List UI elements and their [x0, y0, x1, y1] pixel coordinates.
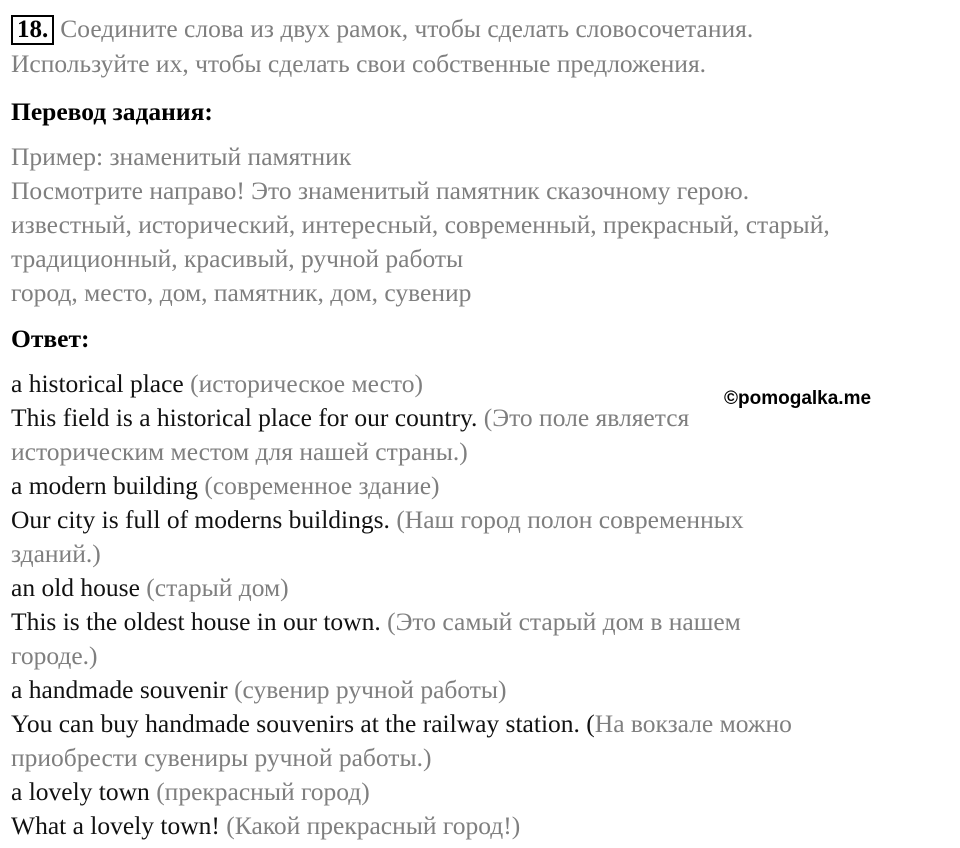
answer-en: an old house	[11, 573, 147, 602]
answer-ru: зданий.)	[11, 539, 101, 568]
answer-ru: (Какой прекрасный город!)	[226, 811, 521, 840]
answer-ru: (историческое место)	[190, 369, 423, 398]
answer-line	[11, 435, 468, 469]
answer-ru: (старый дом)	[146, 573, 289, 602]
answer-ru: На вокзале можно	[594, 709, 792, 738]
answer-en: What a lovely town!	[11, 811, 227, 840]
translation-line: город, место, дом, памятник, дом, сувенир	[11, 278, 472, 307]
answer-ru: (сувенир ручной работы)	[234, 675, 507, 704]
answer-line	[11, 741, 431, 775]
translation-line: известный, исторический, интересный, современный, прекрасный, старый,	[11, 210, 830, 239]
answer-ru: (Наш город полон современных	[396, 505, 744, 534]
answer-en: a modern building	[11, 471, 205, 500]
answer-line	[11, 707, 792, 741]
answer-line	[11, 639, 98, 673]
task-number-box: 18.	[11, 15, 54, 45]
answer-line	[11, 537, 101, 571]
answer-ru: (Это самый старый дом в нашем	[387, 607, 741, 636]
answer-ru: приобрести сувениры ручной работы.)	[11, 743, 432, 772]
answer-line	[11, 503, 744, 537]
answer-en: You can buy handmade souvenirs at the railway station. (	[11, 709, 595, 738]
answer-line	[11, 775, 370, 809]
answer-en: a handmade souvenir	[11, 675, 235, 704]
answer-ru: (прекрасный город)	[156, 777, 370, 806]
answer-ru: историческим местом для нашей страны.)	[11, 437, 468, 466]
answer-ru: (современное здание)	[204, 471, 440, 500]
translation-line: Пример: знаменитый памятник	[11, 142, 352, 171]
answer-en: Our city is full of moderns buildings.	[11, 505, 397, 534]
answer-line	[11, 673, 507, 707]
watermark: ©pomogalka.me	[724, 388, 872, 409]
answer-en: a lovely town	[11, 777, 157, 806]
answer-en: This field is a historical place for our country.	[11, 403, 484, 432]
task-text-1: Соедините слова из двух рамок, чтобы сделать словосочетания.	[60, 14, 754, 43]
answer-en: a historical place	[11, 369, 191, 398]
answer-line	[11, 367, 423, 401]
answer-line	[11, 571, 289, 605]
answer-heading: Ответ:	[11, 324, 90, 353]
task-text-2: Используйте их, чтобы сделать свои собственные предложения.	[11, 49, 707, 78]
answer-line	[11, 809, 520, 843]
answer-ru: городе.)	[11, 641, 98, 670]
answer-line	[11, 401, 689, 435]
answer-line	[11, 605, 741, 639]
answer-en: This is the oldest house in our town.	[11, 607, 388, 636]
translation-line: традиционный, красивый, ручной работы	[11, 244, 464, 273]
answer-ru: (Это поле является	[483, 403, 690, 432]
answer-line	[11, 469, 440, 503]
task-line-1	[11, 12, 753, 46]
translation-heading: Перевод задания:	[11, 97, 213, 126]
translation-line: Посмотрите направо! Это знаменитый памятник сказочному герою.	[11, 176, 750, 205]
